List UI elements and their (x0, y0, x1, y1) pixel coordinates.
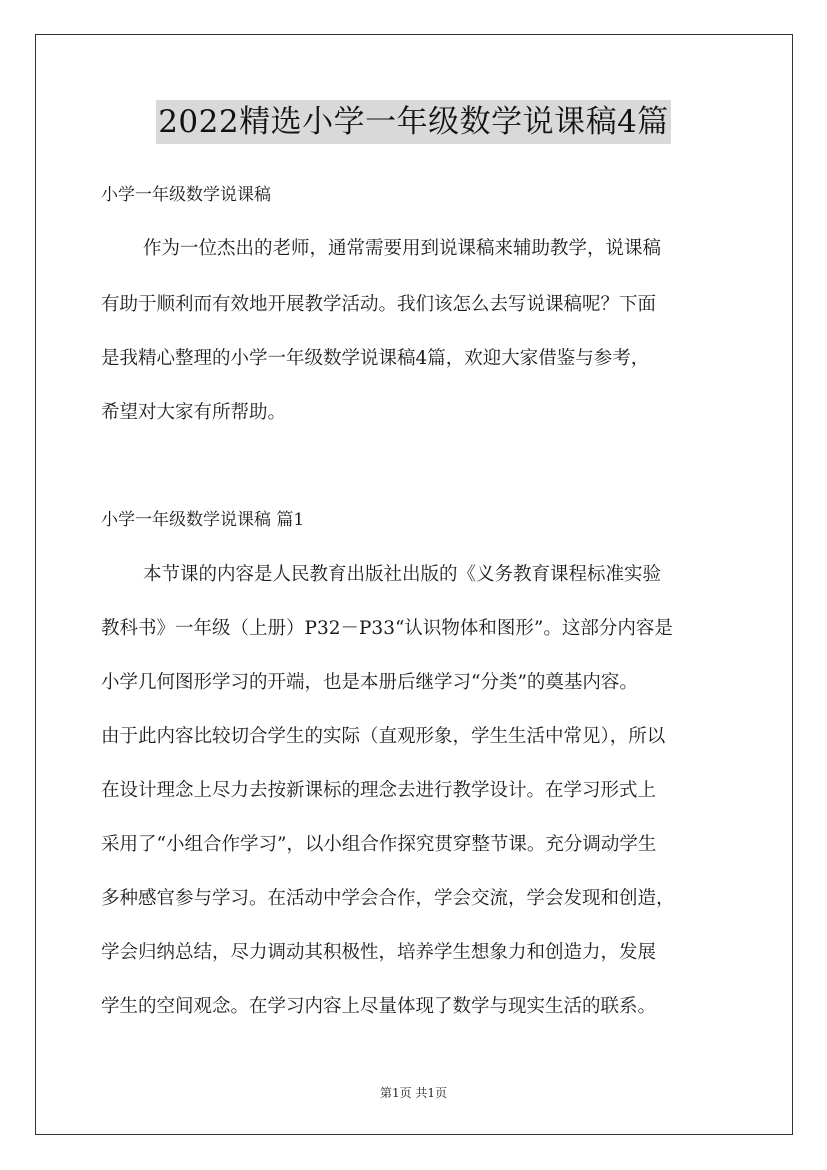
section1-line: 多种感官参与学习。在活动中学会合作，学会交流，学会发现和创造， (101, 888, 675, 909)
section1-line: 小学几何图形学习的开端，也是本册后继学习“分类”的奠基内容。 (101, 672, 638, 693)
section1-line: 在设计理念上尽力去按新课标的理念去进行教学设计。在学习形式上 (101, 780, 657, 801)
intro-line: 是我精心整理的小学一年级数学说课稿4篇，欢迎大家借鉴与参考， (101, 348, 650, 369)
document-title: 2022精选小学一年级数学说课稿4篇 (156, 100, 671, 144)
section1-heading: 小学一年级数学说课稿 篇1 (101, 510, 305, 530)
section1-line: 采用了“小组合作学习”，以小组合作探究贯穿整节课。充分调动学生 (101, 834, 657, 855)
intro-line: 有助于顺利而有效地开展教学活动。我们该怎么去写说课稿呢？下面 (101, 294, 657, 315)
intro-heading: 小学一年级数学说课稿 (101, 185, 271, 205)
intro-line: 希望对大家有所帮助。 (101, 402, 287, 423)
section1-line: 学会归纳总结，尽力调动其积极性，培养学生想象力和创造力，发展 (101, 942, 657, 963)
section1-line: 本节课的内容是人民教育出版社出版的《义务教育课程标准实验 (143, 564, 662, 585)
title-container (0, 100, 827, 144)
intro-line: 作为一位杰出的老师，通常需要用到说课稿来辅助教学，说课稿 (143, 238, 662, 259)
page-footer: 第1页 共1页 (379, 1086, 448, 1100)
section1-line: 学生的空间观念。在学习内容上尽量体现了数学与现实生活的联系。 (101, 996, 657, 1017)
section1-line: 教科书》一年级（上册）P32－P33“认识物体和图形”。这部分内容是 (101, 618, 673, 639)
section1-line: 由于此内容比较切合学生的实际（直观形象，学生生活中常见），所以 (101, 726, 666, 747)
